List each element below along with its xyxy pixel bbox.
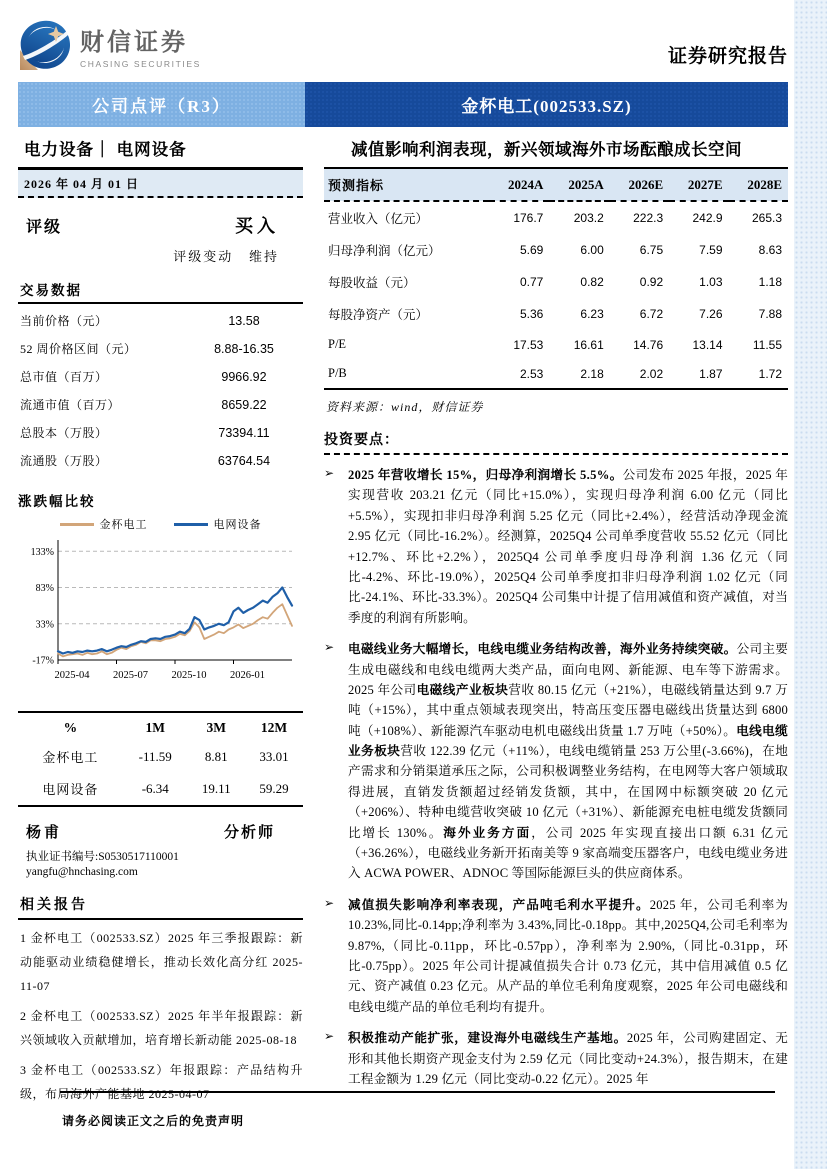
- forecast-value: 8.63: [758, 243, 782, 257]
- perf-header-cell: 12M: [260, 720, 288, 735]
- forecast-metric: P/E: [328, 337, 347, 351]
- sector-label: 电力设备｜ 电网设备: [24, 140, 187, 159]
- trading-data-list: [18, 304, 303, 480]
- line-chart: [18, 534, 300, 694]
- trading-row: [18, 334, 303, 362]
- forecast-value: 7.88: [758, 307, 782, 321]
- perf-header-cell: %: [63, 720, 78, 735]
- forecast-value: 6.00: [580, 243, 604, 257]
- perf-row: [18, 773, 303, 806]
- legend-swatch: [174, 523, 208, 526]
- title-band: [18, 82, 788, 127]
- perf-value: 33.01: [259, 748, 289, 764]
- trading-value: 73394.11: [218, 426, 270, 440]
- forecast-value: 0.77: [520, 275, 544, 289]
- forecast-value: 1.03: [699, 275, 723, 289]
- forecast-value: 7.59: [699, 243, 723, 257]
- highlight-bullet: [324, 465, 788, 628]
- data-source: 资料来源：wind，财信证券: [326, 400, 484, 414]
- legend-label: 电网设备: [213, 519, 262, 531]
- forecast-header-year: 2024A: [489, 168, 549, 201]
- chart-legend: [18, 516, 303, 532]
- forecast-value: 265.3: [751, 211, 782, 225]
- forecast-value: 0.92: [639, 275, 664, 289]
- perf-value: 8.81: [204, 748, 228, 764]
- trading-label: 流通股（万股）: [20, 454, 108, 468]
- forecast-value: 11.55: [752, 337, 782, 352]
- svg-text:2025-10: 2025-10: [171, 670, 207, 681]
- bullet-text: 电磁线业务大幅增长，电线电缆业务结构改善，海外业务持续突破。公司主要生成电磁线和电线电缆两大类产品，面向电网、新能源、电车等下游需求。2025 年公司电磁线产业板块营收 80.15 亿元（+21%），电磁线销量达到 9.7 万吨（+15%），其中重点领域表现突出，特高压变压器电磁线出货量达到 6800 吨（+108%）、新能源汽车驱动电机电磁线出货量 1.7 万吨（+50%）。电线电缆业务板块营收 122.39 亿元（+11%），电线电缆销量 253 万公里(-3.66%)，在地产需求和分销渠道承压之际，公司积极调整业务结构，在电网等大客户领域取得进展，直销发货额超过经销发货额，其中，在国网中标额突破 20 亿元（+206%）、特种电缆营收突破 10 亿元（+31%）、新能源充电桩电缆发货额同比增长 130%。海外业务方面，公司 2025 年实现直接出口额 6.31 亿元（+36.26%），电磁线业务新开拓南美等 9 家高端变压器客户，电线电缆业务进入 ACWA POWER、ADNOC 等国际能源巨头的供应商体系。: [348, 642, 789, 881]
- rating-change-value: 维持: [248, 249, 279, 264]
- legend-item: [174, 516, 262, 532]
- main-column: [324, 167, 788, 1106]
- report-category-band: 公司点评（R3）: [18, 82, 305, 127]
- investment-highlights: [324, 465, 788, 1089]
- forecast-metric: P/B: [328, 366, 347, 380]
- svg-text:-17%: -17%: [32, 655, 54, 667]
- forecast-row: [324, 330, 788, 359]
- disclaimer-note: 请务必阅读正文之后的免责声明: [62, 1114, 245, 1128]
- svg-text:133%: 133%: [30, 546, 54, 558]
- forecast-value: 2.18: [580, 366, 604, 381]
- forecast-metric: 归母净利润（亿元）: [328, 244, 441, 258]
- forecast-row: [324, 298, 788, 330]
- brand: [18, 18, 201, 72]
- trading-label: 52 周价格区间（元）: [20, 342, 137, 356]
- svg-text:2025-07: 2025-07: [113, 670, 148, 681]
- forecast-value: 1.87: [699, 366, 723, 381]
- brand-name-en: CHASING SECURITIES: [80, 58, 201, 69]
- forecast-value: 17.53: [513, 337, 544, 352]
- analyst-email: yangfu@hnchasing.com: [26, 866, 138, 878]
- forecast-metric: 每股净资产（元）: [328, 308, 429, 322]
- chart-section-title: 涨跌幅比较: [18, 494, 96, 509]
- forecast-header-year: 2028E: [729, 168, 788, 201]
- forecast-value: 2.02: [639, 366, 664, 381]
- perf-header-cell: 3M: [206, 720, 227, 735]
- svg-text:33%: 33%: [35, 619, 54, 631]
- forecast-row: [324, 266, 788, 298]
- rating-change-label: 评级变动: [173, 249, 234, 264]
- forecast-metric: 每股收益（元）: [328, 276, 416, 290]
- forecast-value: 6.75: [639, 243, 664, 257]
- forecast-value: 2.53: [520, 366, 544, 381]
- footer-divider: [60, 1091, 775, 1093]
- legend-item: [60, 516, 148, 532]
- bullet-text: 减值损失影响净利率表现，产品吨毛利水平提升。2025 年，公司毛利率为 10.23%,同比-0.14pp;净利率为 3.43%,同比-0.18pp。其中,2025Q4,公司毛利率为 9.87%,（同比-0.11pp，环比-0.57pp），净利率为 2.90%,（同比-0.31pp，环比-0.75pp）。2025 年公司计提减值损失合计 0.73 亿元，其中信用减值 0.5 亿元、资产减值 0.23 亿元。从产品的单位毛利角度观察，2025 年公司电磁线和电线电缆产品的单位毛利均有提升。: [348, 897, 788, 1014]
- perf-value: 19.11: [201, 780, 231, 796]
- perf-series-name: 电网设备: [42, 782, 99, 797]
- rating-value: 买入: [235, 216, 279, 236]
- trading-value: 8659.22: [221, 398, 267, 412]
- forecast-header-year: 2026E: [610, 168, 669, 201]
- forecast-header-year: 2025A: [549, 168, 609, 201]
- perf-series-name: 金杯电工: [42, 750, 99, 765]
- perf-value: 59.29: [259, 780, 289, 796]
- forecast-value: 13.14: [692, 337, 723, 352]
- bullet-text: 积极推动产能扩张，建设海外电磁线生产基地。2025 年，公司购建固定、无形和其他长期资产现金支付为 2.59 亿元（同比变动+24.3%），报告期末，在建工程金额为 1.29 亿元（同比变动-0.22 亿元）。2025 年: [348, 1031, 788, 1086]
- trading-value: 9966.92: [221, 370, 267, 384]
- report-headline: 减值影响利润表现，新兴领域海外市场酝酿成长空间: [351, 140, 742, 159]
- trading-data-title: 交易数据: [18, 275, 303, 304]
- trading-value: 63764.54: [217, 454, 271, 468]
- forecast-value: 14.76: [633, 337, 664, 352]
- trading-value: 13.58: [228, 314, 260, 328]
- trading-row: [18, 446, 303, 474]
- analyst-row: [18, 807, 303, 842]
- brand-text: [80, 22, 201, 69]
- svg-text:83%: 83%: [35, 583, 54, 594]
- trading-value: 8.88-16.35: [214, 342, 274, 356]
- perf-value: -6.34: [141, 780, 169, 796]
- forecast-metric: 营业收入（亿元）: [328, 212, 429, 226]
- rating-row: [18, 198, 303, 238]
- highlight-bullet: [324, 895, 788, 1017]
- bullet-text: 2025 年营收增长 15%，归母净利润增长 5.5%。公司发布 2025 年报，2025 年实现营收 203.21 亿元（同比+15.0%），实现归母净利润 6.00 亿元（同比+5.5%），实现扣非归母净利润 5.25 亿元（同比+2.4%），经营活动净现金流 2.95 亿元（同比-16.2%）。经测算，2025Q4 公司单季度营收 55.52 亿元（同比+12.7%、环比+2.2%），2025Q4 公司单季度归母净利润 1.36 亿元（同比-4.2%、环比-19.0%），2025Q4 公司单季度扣非归母净利润 1.02 亿元（同比-24.1%、环比-33.3%）。2025Q4 公司集中计提了信用减值和资产减值，对当季度的利润有所影响。: [348, 468, 788, 625]
- trading-label: 总市值（百万）: [20, 370, 108, 384]
- trading-row: [18, 390, 303, 418]
- highlight-bullet: [324, 639, 788, 884]
- bullet-marker-icon: ➢: [324, 466, 335, 480]
- masthead: [18, 10, 788, 72]
- report-item: 2 金杯电工（002533.SZ）2025 年半年报跟踪：新兴领域收入贡献增加，培育增长新动能 2025-08-18: [20, 1009, 303, 1047]
- forecast-row: [324, 359, 788, 389]
- brand-name-cn: 财信证券: [80, 28, 188, 56]
- forecast-header-year: 2027E: [669, 168, 728, 201]
- analyst-title: 分析师: [223, 825, 275, 841]
- svg-text:2026-01: 2026-01: [230, 670, 265, 681]
- performance-table: [18, 711, 303, 807]
- page-edge-pattern: [794, 0, 827, 1169]
- perf-row: [18, 741, 303, 773]
- subhead: [18, 136, 788, 160]
- forecast-header-label: 预测指标: [324, 168, 489, 201]
- forecast-value: 176.7: [513, 211, 544, 225]
- bullet-marker-icon: ➢: [324, 640, 335, 655]
- forecast-value: 242.9: [692, 211, 723, 225]
- perf-value: -11.59: [138, 748, 172, 764]
- forecast-value: 203.2: [573, 211, 604, 225]
- related-reports-title: 相关报告: [18, 888, 303, 920]
- perf-header-cell: 1M: [145, 720, 165, 735]
- trading-label: 总股本（万股）: [20, 426, 108, 440]
- legend-swatch: [60, 523, 94, 526]
- company-band: 金杯电工(002533.SZ): [305, 82, 788, 127]
- forecast-value: 16.61: [573, 337, 604, 352]
- analyst-cert: 执业证书编号:S0530517110001: [26, 851, 179, 863]
- report-item: 3 金杯电工（002533.SZ）年报跟踪：产品结构升级，布局海外产能基地 2025-04-07: [20, 1063, 303, 1101]
- svg-text:2025-04: 2025-04: [54, 670, 90, 681]
- analyst-name: 杨甫: [26, 825, 63, 841]
- forecast-value: 6.72: [639, 307, 664, 321]
- trading-label: 流通市值（百万）: [20, 398, 121, 412]
- trading-row: [18, 418, 303, 446]
- report-type-label: 证券研究报告: [667, 46, 788, 67]
- forecast-value: 1.18: [758, 275, 782, 289]
- rating-label: 评级: [26, 219, 63, 236]
- forecast-value: 1.72: [758, 366, 782, 381]
- forecast-value: 6.23: [580, 307, 604, 321]
- report-item: 1 金杯电工（002533.SZ）2025 年三季报跟踪：新动能驱动业绩稳健增长，推动长效化高分红 2025-11-07: [20, 931, 303, 993]
- rating-change: [18, 238, 303, 275]
- forecast-value: 5.36: [520, 307, 544, 321]
- trading-row: [18, 362, 303, 390]
- forecast-row: [324, 234, 788, 266]
- trading-row: [18, 306, 303, 334]
- forecast-value: 222.3: [633, 211, 664, 225]
- report-date: 2026 年 04 月 01 日: [18, 167, 303, 198]
- forecast-value: 0.82: [580, 275, 604, 289]
- forecast-value: 5.69: [520, 243, 544, 257]
- forecast-row: [324, 201, 788, 234]
- legend-label: 金杯电工: [99, 519, 148, 531]
- trading-label: 当前价格（元）: [20, 314, 108, 328]
- related-reports-list: [18, 920, 303, 1106]
- highlights-title: 投资要点：: [324, 429, 788, 455]
- performance-chart: [18, 516, 303, 699]
- left-sidebar: [18, 167, 303, 1106]
- forecast-table: [324, 167, 788, 390]
- highlight-bullet: [324, 1028, 788, 1089]
- bullet-marker-icon: ➢: [324, 1029, 335, 1044]
- brand-logo-icon: [18, 18, 72, 72]
- bullet-marker-icon: ➢: [324, 895, 335, 910]
- forecast-value: 7.26: [699, 307, 723, 321]
